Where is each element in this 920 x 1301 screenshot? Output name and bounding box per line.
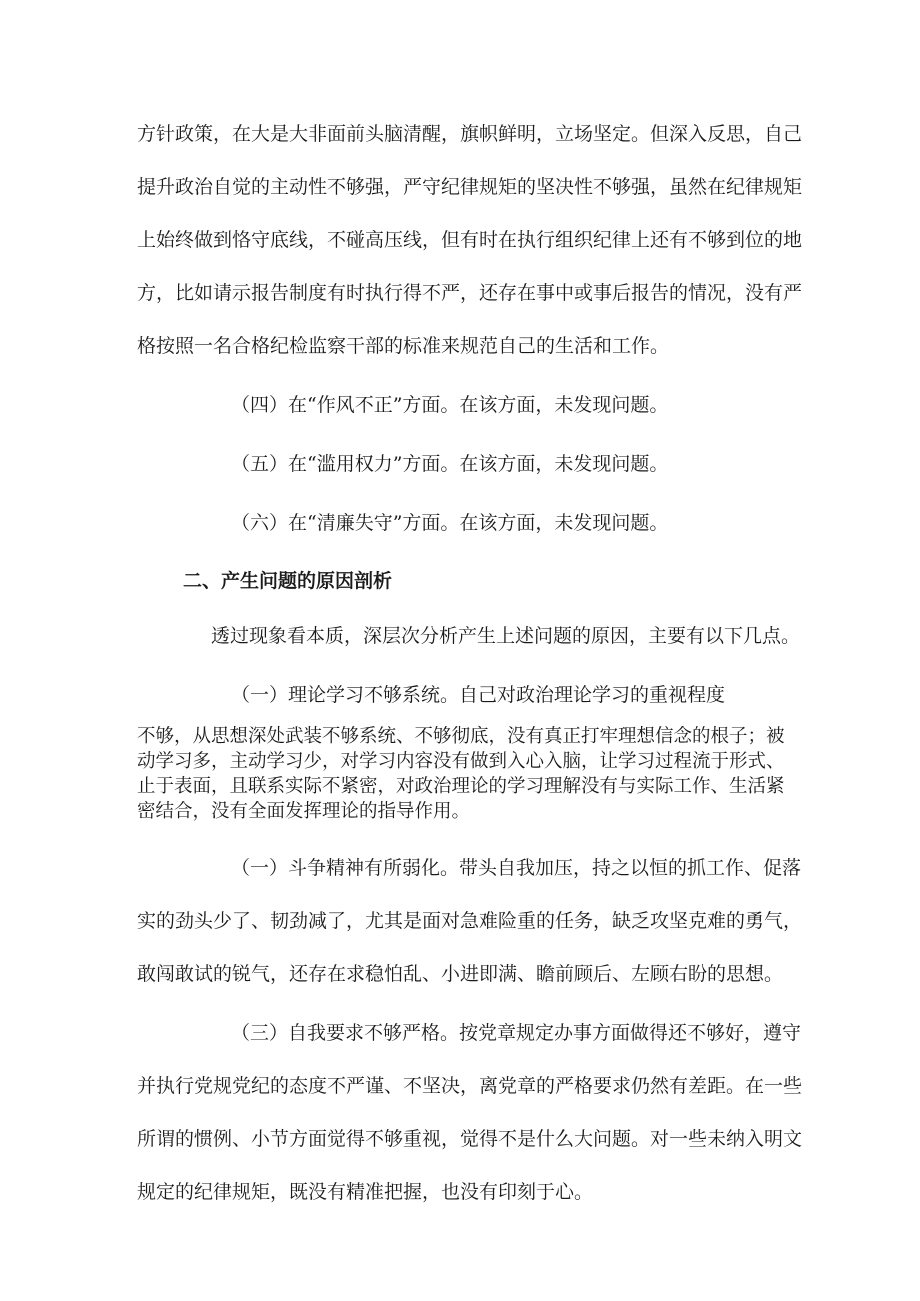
paragraph-line: 并执行党规党纪的态度不严谨、不坚决，离党章的严格要求仍然有差距。在一些 — [137, 1075, 803, 1097]
item-five: （五）在“滥用权力”方面。在该方面，未发现问题。 — [231, 453, 669, 475]
paragraph-line: （一）斗争精神有所弱化。带头自我加压，持之以恒的抓工作、促落 — [231, 857, 802, 879]
paragraph-line: 方，比如请示报告制度有时执行得不严，还存在事中或事后报告的情况，没有严 — [137, 282, 803, 304]
paragraph-line: 不够，从思想深处武装不够系统、不够彻底，没有真正打牢理想信念的根子；被 — [137, 726, 785, 747]
item-four: （四）在“作风不正”方面。在该方面，未发现问题。 — [231, 394, 669, 416]
paragraph-line: 止于表面，且联系实际不紧密，对政治理论的学习理解没有与实际工作、生活紧 — [137, 776, 785, 797]
paragraph-line: 敢闯敢试的锐气，还存在求稳怕乱、小进即满、瞻前顾后、左顾右盼的思想。 — [137, 963, 784, 985]
paragraph-line: 上始终做到恪守底线，不碰高压线，但有时在执行组织纪律上还有不够到位的地 — [137, 229, 803, 251]
cause-one-title: （一）理论学习不够系统。自己对政治理论学习的重视程度 — [231, 684, 726, 706]
section-heading: 二、产生问题的原因剖析 — [183, 570, 393, 592]
paragraph-line: 密结合，没有全面发挥理论的指导作用。 — [137, 801, 471, 822]
paragraph-line: 实的劲头少了、韧劲减了，尤其是面对急难险重的任务，缺乏攻坚克难的勇气， — [137, 910, 803, 932]
paragraph-line: 规定的纪律规矩，既没有精准把握，也没有印刻于心。 — [137, 1181, 594, 1203]
section-intro: 透过现象看本质，深层次分析产生上述问题的原因，主要有以下几点。 — [211, 625, 801, 647]
item-six: （六）在“清廉失守”方面。在该方面，未发现问题。 — [231, 512, 669, 534]
paragraph-line: 提升政治自觉的主动性不够强，严守纪律规矩的坚决性不够强，虽然在纪律规矩 — [137, 176, 803, 198]
paragraph-line: 方针政策，在大是大非面前头脑清醒，旗帜鲜明，立场坚定。但深入反思，自己 — [137, 123, 803, 145]
paragraph-line: 动学习多，主动学习少，对学习内容没有做到入心入脑，让学习过程流于形式、 — [137, 751, 785, 772]
paragraph-line: （三）自我要求不够严格。按党章规定办事方面做得还不够好，遵守 — [231, 1022, 802, 1044]
paragraph-line: 所谓的惯例、小节方面觉得不够重视，觉得不是什么大问题。对一些未纳入明文 — [137, 1128, 803, 1150]
paragraph-line: 格按照一名合格纪检监察干部的标准来规范自己的生活和工作。 — [137, 335, 670, 357]
